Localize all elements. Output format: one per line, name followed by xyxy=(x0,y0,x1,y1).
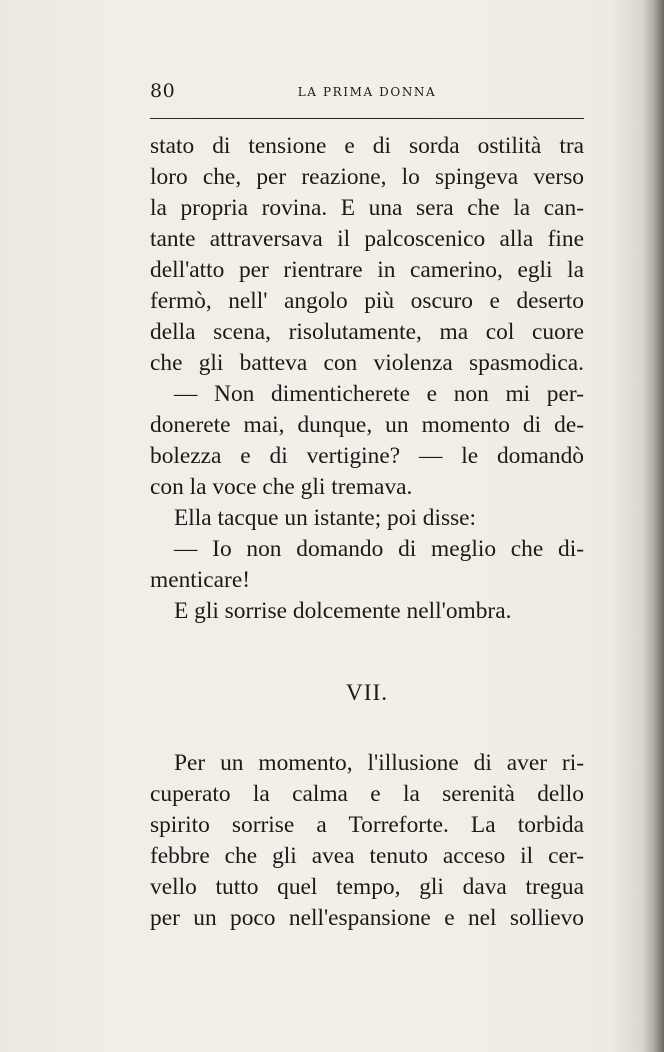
text-block-top xyxy=(150,131,584,627)
text-line: Ella tacque un istante; poi disse: xyxy=(174,505,477,531)
text-line: E gli sorrise dolcemente nell'ombra. xyxy=(174,598,512,624)
text-line: febbre che gli avea tenuto acceso il cer- xyxy=(150,843,584,869)
text-line: fermò, nell' angolo più oscuro e deserto xyxy=(150,288,584,314)
text-line: donerete mai, dunque, un momento di de- xyxy=(150,412,584,438)
text-line: Per un momento, l'illusione di aver ri- xyxy=(174,750,584,776)
text-block-bottom xyxy=(150,748,584,934)
text-line: cuperato la calma e la serenità dello xyxy=(150,781,584,807)
text-line: menticare! xyxy=(150,567,250,593)
text-line: della scena, risolutamente, ma col cuore xyxy=(150,319,584,345)
page-number: 80 xyxy=(150,80,176,102)
text-line: bolezza e di vertigine? — le domandò xyxy=(150,443,584,469)
text-line: stato di tensione e di sorda ostilità tra xyxy=(150,133,584,159)
page-edge-shadow xyxy=(642,0,664,1052)
text-line: con la voce che gli tremava. xyxy=(150,474,413,500)
running-header xyxy=(150,80,584,106)
running-title: LA PRIMA DONNA xyxy=(297,85,437,99)
text-line: che gli batteva con violenza spasmodica. xyxy=(150,350,584,376)
text-line: — Non dimenticherete e non mi per- xyxy=(174,381,584,407)
text-line: loro che, per reazione, lo spingeva verso xyxy=(150,164,584,190)
header-rule xyxy=(150,118,584,119)
text-line: la propria rovina. E una sera che la can- xyxy=(150,195,584,221)
text-line: per un poco nell'espansione e nel sollievo xyxy=(150,905,584,931)
text-line: spirito sorrise a Torreforte. La torbida xyxy=(150,812,584,838)
section-heading: VII. xyxy=(345,680,389,706)
text-line: tante attraversava il palcoscenico alla fine xyxy=(150,226,584,252)
text-line: vello tutto quel tempo, gli dava tregua xyxy=(150,874,584,900)
text-line: — Io non domando di meglio che di- xyxy=(174,536,584,562)
text-line: dell'atto per rientrare in camerino, egli la xyxy=(150,257,584,283)
